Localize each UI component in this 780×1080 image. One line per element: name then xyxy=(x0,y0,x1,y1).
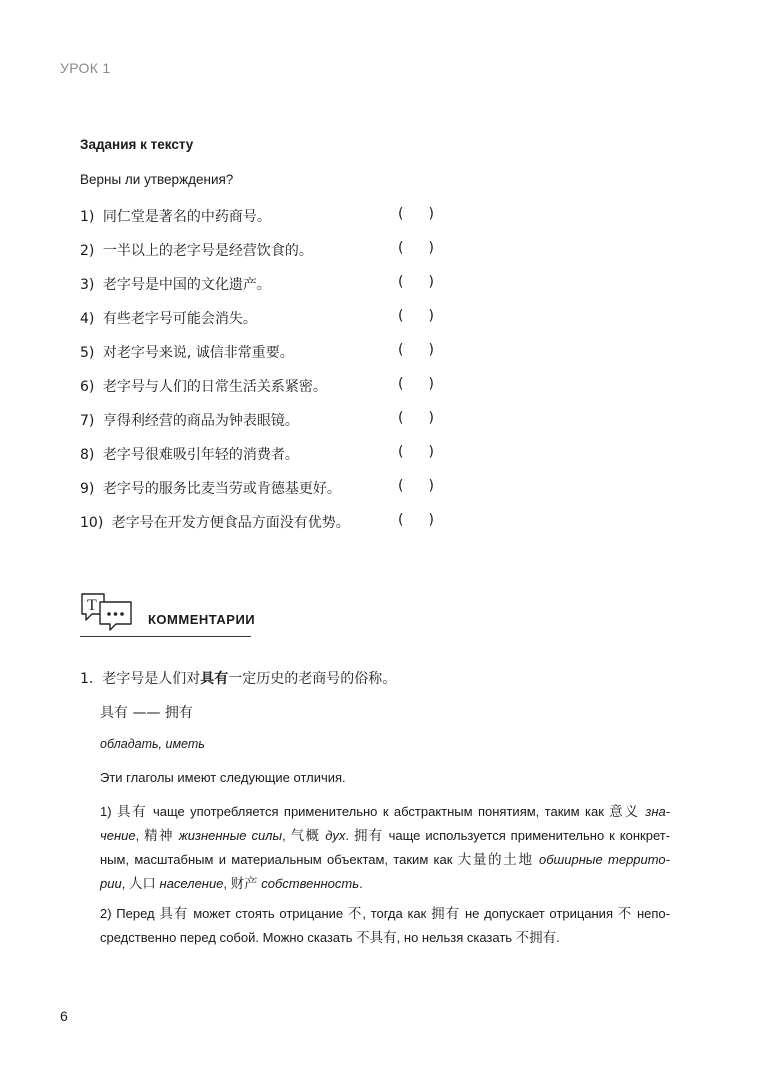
paren-close: ) xyxy=(428,512,434,528)
statement-text: 对老字号来说, 诚信非常重要。 xyxy=(102,345,294,361)
comment-text: 老字号是人们对 xyxy=(102,671,201,687)
statement-item xyxy=(80,410,440,430)
statement-number: 5) xyxy=(80,345,95,361)
answer-blank[interactable] xyxy=(398,342,434,358)
paren-open: ( xyxy=(398,410,404,426)
paren-close: ) xyxy=(428,206,434,222)
statement-text: 一半以上的老字号是经营饮食的。 xyxy=(102,243,313,259)
paren-close: ) xyxy=(428,342,434,358)
paren-close: ) xyxy=(428,308,434,324)
comment-keyword: 具有 xyxy=(200,671,229,687)
paren-open: ( xyxy=(398,512,404,528)
answer-blank[interactable] xyxy=(398,410,434,426)
paren-open: ( xyxy=(398,308,404,324)
statement-item xyxy=(80,240,440,260)
answer-blank[interactable] xyxy=(398,240,434,256)
comments-speech-bubbles-icon xyxy=(80,592,134,632)
paren-open: ( xyxy=(398,478,404,494)
paren-close: ) xyxy=(428,240,434,256)
paren-open: ( xyxy=(398,274,404,290)
answer-blank[interactable] xyxy=(398,376,434,392)
statement-item xyxy=(80,274,440,294)
page-number: 6 xyxy=(60,1008,68,1024)
statement-number: 1) xyxy=(80,209,95,225)
statement-item xyxy=(80,376,440,396)
comments-divider xyxy=(80,636,251,637)
paren-open: ( xyxy=(398,376,404,392)
statement-text: 亨得利经营的商品为钟表眼镜。 xyxy=(102,413,299,429)
statement-number: 6) xyxy=(80,379,95,395)
statement-item xyxy=(80,308,440,328)
answer-blank[interactable] xyxy=(398,274,434,290)
word-translation: обладать, иметь xyxy=(100,737,205,751)
statement-number: 10) xyxy=(80,515,104,531)
answer-blank[interactable] xyxy=(398,308,434,324)
statement-item xyxy=(80,206,440,226)
paren-close: ) xyxy=(428,444,434,460)
paren-close: ) xyxy=(428,478,434,494)
statement-number: 8) xyxy=(80,447,95,463)
statement-text: 同仁堂是著名的中药商号。 xyxy=(102,209,271,225)
comment-number: 1. xyxy=(80,671,94,687)
statement-number: 3) xyxy=(80,277,95,293)
paren-open: ( xyxy=(398,444,404,460)
statement-number: 9) xyxy=(80,481,95,497)
answer-blank[interactable] xyxy=(398,478,434,494)
answer-blank[interactable] xyxy=(398,444,434,460)
paren-close: ) xyxy=(428,410,434,426)
statement-text: 老字号在开发方便食品方面没有优势。 xyxy=(111,515,350,531)
statement-item xyxy=(80,478,440,498)
statement-item xyxy=(80,444,440,464)
statement-text: 老字号与人们的日常生活关系紧密。 xyxy=(102,379,327,395)
comments-title: КОММЕНТАРИИ xyxy=(148,612,256,627)
paren-open: ( xyxy=(398,342,404,358)
paren-open: ( xyxy=(398,206,404,222)
lesson-header: УРОК 1 xyxy=(60,60,111,76)
icon-letter: T xyxy=(87,597,97,614)
statement-text: 老字号是中国的文化遗产。 xyxy=(102,277,271,293)
statement-number: 2) xyxy=(80,243,95,259)
comment-paragraph-2: 2) Перед 具有 может стоять отрицание 不, тогда как 拥有 не допускает отрицания 不 непо-средственно перед собой. Можно сказать 不具有, но нельзя сказать 不拥有. xyxy=(100,906,670,946)
paren-close: ) xyxy=(428,274,434,290)
statement-item xyxy=(80,342,440,362)
comment-paragraph-1: 1) 具有 чаще употребляется применительно к абстрактным понятиям, таким как 意义 зна-чение, 精神 жизненные силы, 气概 дух. 拥有 чаще используется применительно к конкрет-ным, масштабным и материальным объектам, таким как 大量的土地 обширные террито-рии, 人口 население, 财产 собственность. xyxy=(100,804,671,892)
answer-blank[interactable] xyxy=(398,206,434,222)
answer-blank[interactable] xyxy=(398,512,434,528)
statement-item xyxy=(80,512,440,532)
comment-text: 一定历史的老商号的俗称。 xyxy=(228,671,397,687)
tasks-question: Верны ли утверждения? xyxy=(80,172,234,187)
paren-open: ( xyxy=(398,240,404,256)
comment-intro: Эти глаголы имеют следующие отличия. xyxy=(100,770,346,785)
statement-text: 老字号很难吸引年轻的消费者。 xyxy=(102,447,299,463)
statement-number: 7) xyxy=(80,413,95,429)
statement-number: 4) xyxy=(80,311,95,327)
tasks-title: Задания к тексту xyxy=(80,137,194,152)
statement-text: 老字号的服务比麦当劳或肯德基更好。 xyxy=(102,481,341,497)
word-pair: 具有 —— 拥有 xyxy=(100,705,193,721)
paren-close: ) xyxy=(428,376,434,392)
statement-text: 有些老字号可能会消失。 xyxy=(102,311,257,327)
comment-item-1 xyxy=(80,668,396,688)
